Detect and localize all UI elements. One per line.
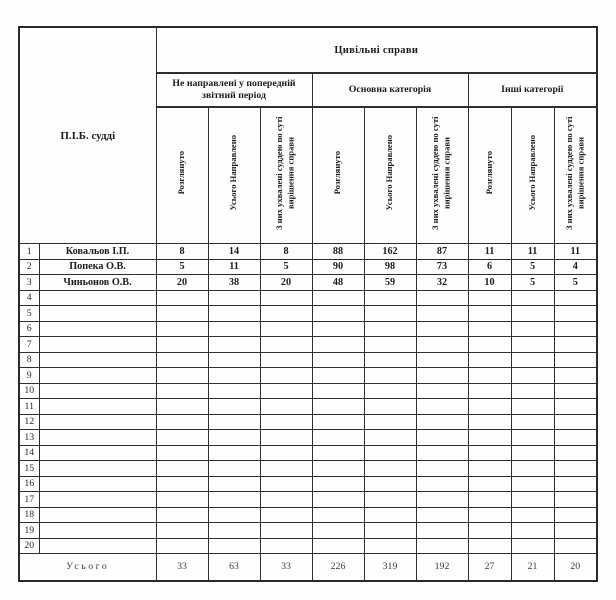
- value-cell: [260, 290, 312, 306]
- value-cell: [260, 368, 312, 384]
- value-cell: [156, 507, 208, 523]
- col-header-considered-2: [312, 107, 364, 244]
- value-cell: [554, 523, 597, 539]
- group-header-not-sent: Не направлені у попередній звітний період: [156, 73, 312, 107]
- value-cell: [312, 352, 364, 368]
- judge-name: [39, 430, 156, 446]
- value-cell: [156, 352, 208, 368]
- value-cell: 6: [468, 259, 511, 275]
- col-header-decided-on-merits-1: [260, 107, 312, 244]
- value-cell: 38: [208, 275, 260, 291]
- value-cell: [416, 445, 468, 461]
- value-cell: [554, 290, 597, 306]
- row-number: 16: [19, 476, 39, 492]
- value-cell: [312, 461, 364, 477]
- value-cell: [554, 399, 597, 415]
- value-cell: [312, 290, 364, 306]
- value-cell: [554, 445, 597, 461]
- value-cell: [511, 321, 554, 337]
- value-cell: [208, 368, 260, 384]
- rotated-label: Розглянуто: [332, 151, 343, 195]
- value-cell: [468, 461, 511, 477]
- value-cell: [511, 476, 554, 492]
- value-cell: [416, 368, 468, 384]
- judge-name: [39, 290, 156, 306]
- value-cell: [511, 352, 554, 368]
- value-cell: [364, 507, 416, 523]
- table-body: [19, 244, 597, 554]
- table-row: [19, 337, 597, 353]
- value-cell: [468, 321, 511, 337]
- value-cell: [156, 414, 208, 430]
- value-cell: [312, 306, 364, 322]
- value-cell: [416, 290, 468, 306]
- value-cell: [208, 476, 260, 492]
- value-cell: [260, 492, 312, 508]
- row-number: 11: [19, 399, 39, 415]
- value-cell: [312, 476, 364, 492]
- totals-value-cell: 33: [260, 554, 312, 581]
- value-cell: 5: [156, 259, 208, 275]
- value-cell: [511, 383, 554, 399]
- value-cell: [416, 476, 468, 492]
- table-row: [19, 414, 597, 430]
- value-cell: 8: [156, 244, 208, 260]
- table-row: [19, 244, 597, 260]
- value-cell: 88: [312, 244, 364, 260]
- rotated-label: З них ухвалені суддею по суті вирішення справи: [274, 116, 296, 230]
- value-cell: 11: [554, 244, 597, 260]
- value-cell: [511, 337, 554, 353]
- value-cell: [554, 430, 597, 446]
- value-cell: [511, 445, 554, 461]
- value-cell: [511, 492, 554, 508]
- value-cell: [156, 492, 208, 508]
- value-cell: [156, 538, 208, 554]
- table-row: [19, 492, 597, 508]
- value-cell: [312, 445, 364, 461]
- judge-name: [39, 445, 156, 461]
- value-cell: 162: [364, 244, 416, 260]
- totals-value-cell: 33: [156, 554, 208, 581]
- value-cell: [312, 368, 364, 384]
- group-header-main-category: Основна категорія: [312, 73, 468, 107]
- value-cell: 59: [364, 275, 416, 291]
- col-header-considered-3: [468, 107, 511, 244]
- value-cell: [416, 538, 468, 554]
- value-cell: [156, 461, 208, 477]
- value-cell: [468, 430, 511, 446]
- value-cell: [260, 523, 312, 539]
- value-cell: 11: [208, 259, 260, 275]
- value-cell: [554, 383, 597, 399]
- value-cell: [364, 414, 416, 430]
- table-title: Цивільні справи: [156, 27, 597, 73]
- value-cell: [312, 523, 364, 539]
- value-cell: [468, 337, 511, 353]
- value-cell: [416, 430, 468, 446]
- value-cell: [260, 337, 312, 353]
- value-cell: [511, 461, 554, 477]
- value-cell: [511, 399, 554, 415]
- totals-value-cell: 319: [364, 554, 416, 581]
- row-number: 8: [19, 352, 39, 368]
- value-cell: [364, 306, 416, 322]
- value-cell: [468, 507, 511, 523]
- value-cell: 5: [511, 259, 554, 275]
- row-number: 6: [19, 321, 39, 337]
- totals-value-cell: 226: [312, 554, 364, 581]
- table-row: [19, 445, 597, 461]
- judge-name: [39, 492, 156, 508]
- value-cell: [364, 383, 416, 399]
- value-cell: [260, 538, 312, 554]
- value-cell: [208, 445, 260, 461]
- row-number: 15: [19, 461, 39, 477]
- value-cell: [260, 445, 312, 461]
- row-number: 2: [19, 259, 39, 275]
- value-cell: [156, 337, 208, 353]
- value-cell: 10: [468, 275, 511, 291]
- value-cell: [260, 321, 312, 337]
- value-cell: 87: [416, 244, 468, 260]
- value-cell: [364, 476, 416, 492]
- value-cell: 98: [364, 259, 416, 275]
- col-header-decided-on-merits-3: [554, 107, 597, 244]
- value-cell: [468, 383, 511, 399]
- row-number: 18: [19, 507, 39, 523]
- row-number: 14: [19, 445, 39, 461]
- table-row: [19, 368, 597, 384]
- value-cell: [312, 414, 364, 430]
- rotated-label: Усього Направлено: [384, 135, 395, 211]
- table-row: [19, 275, 597, 291]
- judge-name: [39, 523, 156, 539]
- row-number: 13: [19, 430, 39, 446]
- value-cell: [416, 414, 468, 430]
- table-row: [19, 538, 597, 554]
- table-row: [19, 399, 597, 415]
- value-cell: [208, 321, 260, 337]
- rotated-label: Усього Направлено: [228, 135, 239, 211]
- value-cell: [364, 492, 416, 508]
- table-row: [19, 321, 597, 337]
- judge-name: [39, 414, 156, 430]
- table-row: [19, 306, 597, 322]
- title-row: [19, 27, 597, 73]
- totals-value-cell: 21: [511, 554, 554, 581]
- judge-name: Ковальов І.П.: [39, 244, 156, 260]
- value-cell: [312, 430, 364, 446]
- value-cell: [260, 399, 312, 415]
- col-header-total-sent-3: [511, 107, 554, 244]
- value-cell: [364, 337, 416, 353]
- rotated-label: З них ухвалені суддею по суті вирішення справи: [563, 116, 586, 230]
- totals-label: Усього: [19, 554, 156, 581]
- value-cell: 14: [208, 244, 260, 260]
- value-cell: [511, 414, 554, 430]
- col-header-decided-on-merits-2: [416, 107, 468, 244]
- value-cell: [468, 290, 511, 306]
- value-cell: 90: [312, 259, 364, 275]
- row-number: 9: [19, 368, 39, 384]
- judge-name: [39, 461, 156, 477]
- value-cell: [312, 399, 364, 415]
- col-header-total-sent-1: [208, 107, 260, 244]
- value-cell: [554, 321, 597, 337]
- totals-value-cell: 27: [468, 554, 511, 581]
- value-cell: [468, 414, 511, 430]
- judge-name: Попека О.В.: [39, 259, 156, 275]
- table-row: [19, 259, 597, 275]
- value-cell: [554, 507, 597, 523]
- value-cell: [156, 383, 208, 399]
- value-cell: [468, 492, 511, 508]
- corner-header: П.І.Б. судді: [19, 27, 156, 244]
- value-cell: [156, 399, 208, 415]
- value-cell: [511, 306, 554, 322]
- value-cell: [416, 523, 468, 539]
- row-number: 4: [19, 290, 39, 306]
- value-cell: [468, 368, 511, 384]
- value-cell: [554, 538, 597, 554]
- table-row: [19, 476, 597, 492]
- judge-name: Чиньонов О.В.: [39, 275, 156, 291]
- value-cell: [156, 306, 208, 322]
- value-cell: [468, 306, 511, 322]
- row-number: 19: [19, 523, 39, 539]
- value-cell: [312, 492, 364, 508]
- row-number: 1: [19, 244, 39, 260]
- value-cell: [260, 414, 312, 430]
- value-cell: 5: [260, 259, 312, 275]
- value-cell: [416, 321, 468, 337]
- judge-name: [39, 507, 156, 523]
- value-cell: [554, 414, 597, 430]
- value-cell: [511, 368, 554, 384]
- value-cell: [260, 383, 312, 399]
- value-cell: [208, 337, 260, 353]
- value-cell: 5: [554, 275, 597, 291]
- value-cell: 48: [312, 275, 364, 291]
- group-header-other-categories: Інші категорії: [468, 73, 597, 107]
- value-cell: [416, 507, 468, 523]
- value-cell: [208, 383, 260, 399]
- value-cell: [156, 430, 208, 446]
- judge-name: [39, 352, 156, 368]
- col-header-total-sent-2: [364, 107, 416, 244]
- value-cell: [468, 476, 511, 492]
- value-cell: [364, 461, 416, 477]
- table-row: [19, 430, 597, 446]
- value-cell: [260, 461, 312, 477]
- value-cell: [416, 306, 468, 322]
- value-cell: [468, 399, 511, 415]
- value-cell: [468, 445, 511, 461]
- value-cell: [260, 507, 312, 523]
- value-cell: 11: [468, 244, 511, 260]
- judge-name: [39, 321, 156, 337]
- value-cell: 8: [260, 244, 312, 260]
- value-cell: [554, 461, 597, 477]
- table-row: [19, 523, 597, 539]
- row-number: 10: [19, 383, 39, 399]
- judge-name: [39, 476, 156, 492]
- value-cell: [156, 476, 208, 492]
- totals-value-cell: 20: [554, 554, 597, 581]
- value-cell: [554, 306, 597, 322]
- table-row: [19, 290, 597, 306]
- value-cell: [511, 523, 554, 539]
- value-cell: [156, 445, 208, 461]
- totals-value-cell: 192: [416, 554, 468, 581]
- table-row: [19, 352, 597, 368]
- row-number: 5: [19, 306, 39, 322]
- value-cell: [416, 383, 468, 399]
- value-cell: [156, 368, 208, 384]
- value-cell: [468, 538, 511, 554]
- rotated-label: Розглянуто: [483, 151, 494, 195]
- value-cell: [554, 368, 597, 384]
- value-cell: [156, 523, 208, 539]
- judge-name: [39, 368, 156, 384]
- value-cell: [260, 306, 312, 322]
- value-cell: [416, 492, 468, 508]
- value-cell: [468, 523, 511, 539]
- value-cell: [208, 461, 260, 477]
- value-cell: 4: [554, 259, 597, 275]
- value-cell: [416, 461, 468, 477]
- value-cell: [312, 321, 364, 337]
- value-cell: [312, 507, 364, 523]
- row-number: 17: [19, 492, 39, 508]
- value-cell: [554, 476, 597, 492]
- judge-name: [39, 399, 156, 415]
- value-cell: [554, 492, 597, 508]
- value-cell: [208, 290, 260, 306]
- rotated-label: Розглянуто: [176, 151, 187, 195]
- value-cell: [364, 523, 416, 539]
- value-cell: [208, 430, 260, 446]
- value-cell: [511, 538, 554, 554]
- value-cell: [208, 414, 260, 430]
- value-cell: [260, 430, 312, 446]
- value-cell: [312, 383, 364, 399]
- value-cell: [364, 430, 416, 446]
- totals-value-cell: 63: [208, 554, 260, 581]
- judge-name: [39, 306, 156, 322]
- value-cell: [312, 337, 364, 353]
- value-cell: 73: [416, 259, 468, 275]
- value-cell: [364, 368, 416, 384]
- value-cell: [554, 352, 597, 368]
- value-cell: [364, 538, 416, 554]
- value-cell: [511, 507, 554, 523]
- value-cell: [208, 523, 260, 539]
- value-cell: [208, 399, 260, 415]
- table-row: [19, 507, 597, 523]
- value-cell: 11: [511, 244, 554, 260]
- row-number: 20: [19, 538, 39, 554]
- value-cell: [364, 399, 416, 415]
- value-cell: 5: [511, 275, 554, 291]
- row-number: 12: [19, 414, 39, 430]
- value-cell: [416, 352, 468, 368]
- value-cell: [554, 337, 597, 353]
- judge-name: [39, 337, 156, 353]
- value-cell: [208, 492, 260, 508]
- value-cell: [364, 321, 416, 337]
- row-number: 3: [19, 275, 39, 291]
- row-number: 7: [19, 337, 39, 353]
- value-cell: [156, 290, 208, 306]
- value-cell: 20: [156, 275, 208, 291]
- value-cell: [208, 306, 260, 322]
- value-cell: [364, 352, 416, 368]
- value-cell: [364, 290, 416, 306]
- value-cell: 32: [416, 275, 468, 291]
- value-cell: [416, 337, 468, 353]
- totals-row: [19, 554, 597, 581]
- rotated-label: З них ухвалені суддею по суті вирішення справи: [430, 116, 452, 230]
- value-cell: [511, 430, 554, 446]
- rotated-label: Усього Направлено: [526, 135, 537, 211]
- value-cell: [156, 321, 208, 337]
- court-cases-table: [18, 26, 598, 582]
- value-cell: [260, 476, 312, 492]
- table-row: [19, 461, 597, 477]
- judge-name: [39, 383, 156, 399]
- value-cell: [312, 538, 364, 554]
- value-cell: [208, 538, 260, 554]
- value-cell: [260, 352, 312, 368]
- value-cell: [511, 290, 554, 306]
- judge-name: [39, 538, 156, 554]
- value-cell: [208, 352, 260, 368]
- table-row: [19, 383, 597, 399]
- value-cell: [416, 399, 468, 415]
- col-header-considered-1: [156, 107, 208, 244]
- value-cell: [364, 445, 416, 461]
- value-cell: [208, 507, 260, 523]
- value-cell: [468, 352, 511, 368]
- value-cell: 20: [260, 275, 312, 291]
